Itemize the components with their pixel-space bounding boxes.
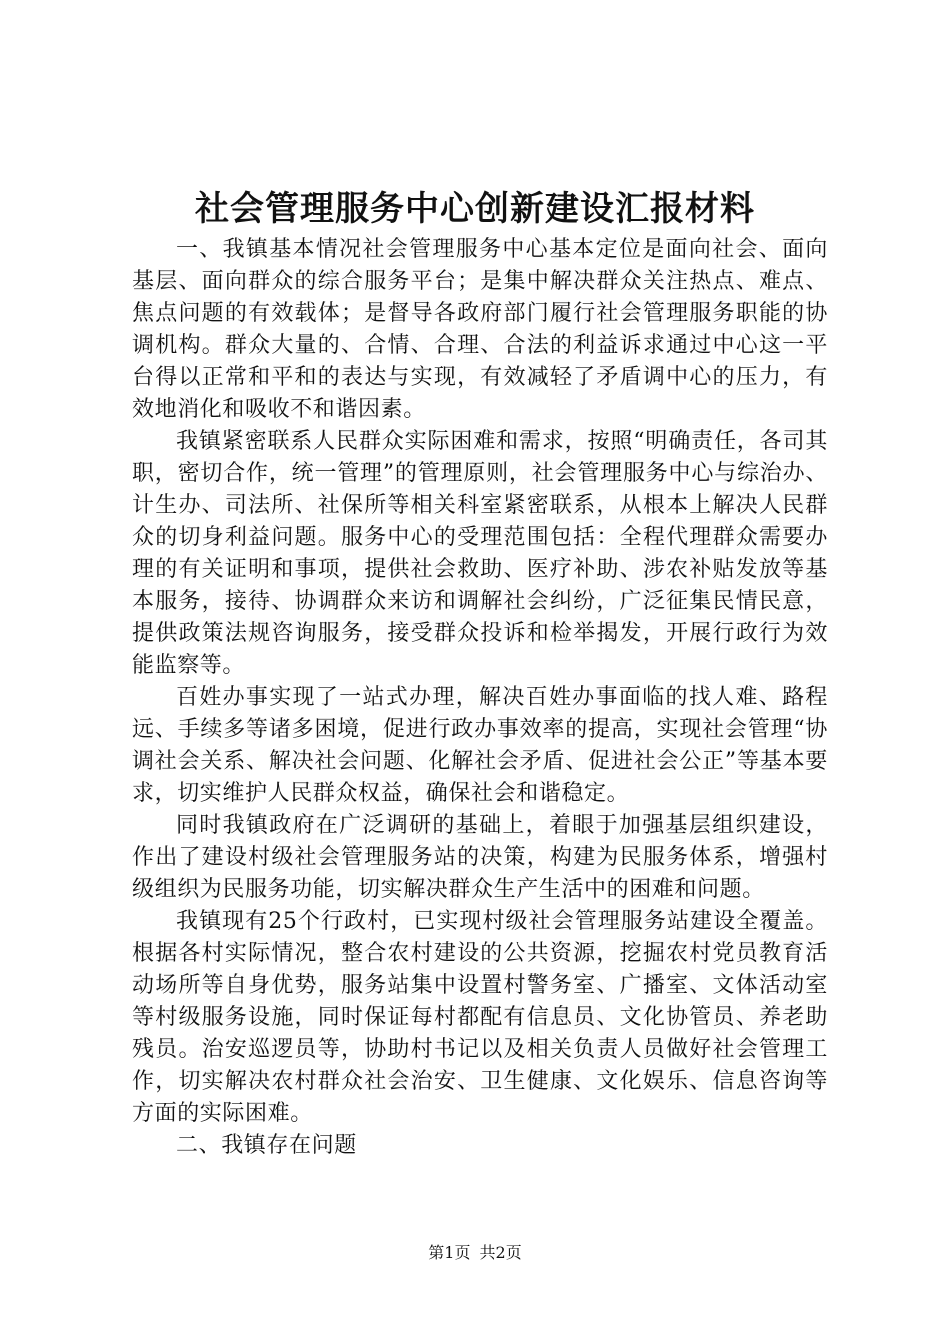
page-number: 第1页 (428, 1243, 471, 1262)
page-total: 共2页 (479, 1243, 522, 1262)
paragraph: 我镇现有25个行政村，已实现村级社会管理服务站建设全覆盖。根据各村实际情况，整合农村建设的公共资源，挖掘农村党员教育活动场所等自身优势，服务站集中设置村警务室、广播室、文体活动室等村级服务设施，同时保证每村都配有信息员、文化协管员、养老助残员。治安巡逻员等，协助村书记以及相关负责人员做好社会管理工作，切实解决农村群众社会治安、卫生健康、文化娱乐、信息咨询等方面的实际困难。 (132, 909, 828, 1126)
paragraph: 百姓办事实现了一站式办理，解决百姓办事面临的找人难、路程远、手续多等诸多困境，促进行政办事效率的提高，实现社会管理“协调社会关系、解决社会问题、化解社会矛盾、促进社会公正”等基本要求，切实维护人民群众权益，确保社会和谐稳定。 (132, 685, 828, 806)
paragraph: 同时我镇政府在广泛调研的基础上，着眼于加强基层组织建设，作出了建设村级社会管理服务站的决策，构建为民服务体系，增强村级组织为民服务功能，切实解决群众生产生活中的困难和问题。 (132, 813, 828, 902)
document-body (132, 234, 828, 1162)
section-heading: 二、我镇存在问题 (176, 1133, 357, 1158)
page-footer (0, 1243, 950, 1263)
paragraph: 一、我镇基本情况社会管理服务中心基本定位是面向社会、面向基层、面向群众的综合服务平台；是集中解决群众关注热点、难点、焦点问题的有效载体；是督导各政府部门履行社会管理服务职能的协调机构。群众大量的、合情、合理、合法的利益诉求通过中心这一平台得以正常和平和的表达与实现，有效减轻了矛盾调中心的压力，有效地消化和吸收不和谐因素。 (132, 237, 828, 422)
paragraph: 我镇紧密联系人民群众实际困难和需求，按照“明确责任，各司其职，密切合作，统一管理”的管理原则，社会管理服务中心与综治办、计生办、司法所、社保所等相关科室紧密联系，从根本上解决人民群众的切身利益问题。服务中心的受理范围包括：全程代理群众需要办理的有关证明和事项，提供社会救助、医疗补助、涉农补贴发放等基本服务，接待、协调群众来访和调解社会纠纷，广泛征集民情民意，提供政策法规咨询服务，接受群众投诉和检举揭发，开展行政行为效能监察等。 (132, 429, 828, 678)
document-title: 社会管理服务中心创新建设汇报材料 (195, 189, 755, 229)
